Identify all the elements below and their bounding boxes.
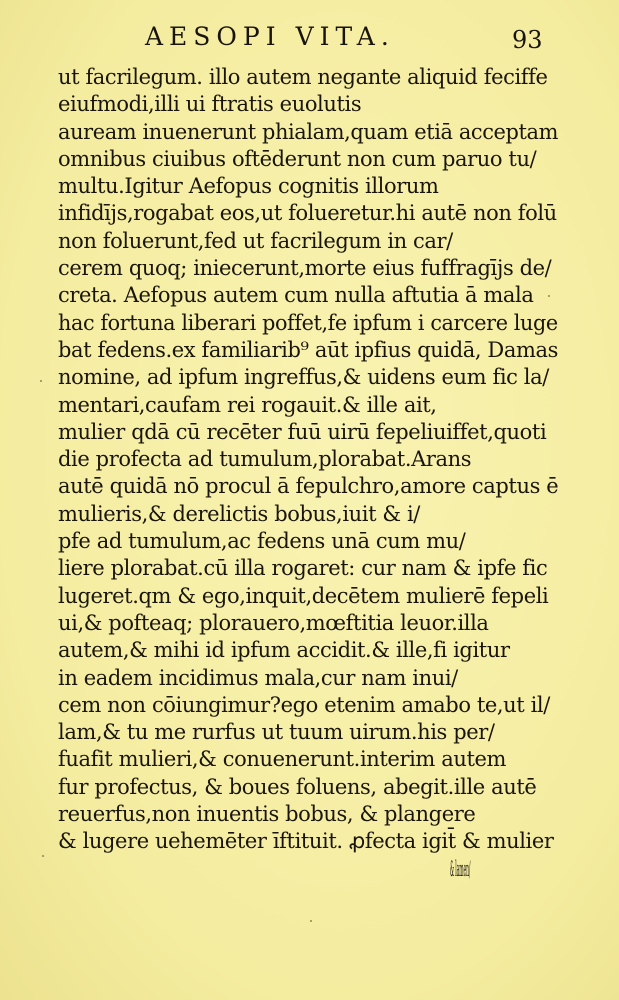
text-line: non foluerunt,fed ut facrilegum in car/ — [58, 228, 453, 253]
text-line: creta. Aefopus autem cum nulla aftutia ā mala — [58, 283, 534, 308]
text-line: pfe ad tumulum,ac fedens unā cum mu/ — [58, 529, 466, 554]
text-line: hac fortuna liberari poffet,fe ipfum i carcere luge — [58, 310, 558, 335]
text-line: ui,& pofteaq; plorauero,mœftitia leuor.illa — [58, 610, 489, 635]
text-line: liere plorabat.cū illa rogaret: cur nam & ipfe fic — [58, 556, 548, 581]
paper-speck — [40, 380, 42, 382]
paper-speck — [310, 920, 312, 922]
text-line: mentari,caufam rei rogauit.& ille ait, — [58, 392, 437, 417]
text-line: autem,& mihi id ipfum accidit.& ille,fi igitur — [58, 638, 510, 663]
running-title: AESOPI VITA. — [145, 22, 395, 51]
text-line: autē quidā nō procul ā fepulchro,amore captus ē — [58, 474, 559, 499]
paper-speck — [42, 855, 44, 857]
text-line: lam,& tu me rurfus ut tuum uirum.his per/ — [58, 720, 495, 745]
text-line: omnibus ciuibus oftēderunt non cum paruo tu/ — [58, 146, 537, 171]
text-line: bat fedens.ex familiarib⁹ aūt ipfius quidā, Damas — [58, 337, 558, 362]
text-line: auream inuenerunt phialam,quam etiā acceptam — [58, 119, 559, 144]
text-line: mulier qdā cū recēter fuū uirū fepeliuiffet,quoti — [58, 419, 547, 444]
text-line: nomine, ad ipfum ingreffus,& uidens eum fic la/ — [58, 365, 549, 390]
text-line: cem non cōiungimur?ego etenim amabo te,ut il/ — [58, 692, 550, 717]
catchword: & lamen/ — [450, 856, 471, 881]
text-line: eiufmodi,illi ui ftratis euolutis — [58, 92, 362, 117]
text-line: ut facrilegum. illo autem negante aliquid feciffe — [58, 65, 548, 89]
text-line: & lugere uehemēter īftituit. ꝓfecta igit̄ & mulier — [58, 829, 554, 854]
paper-speck — [548, 295, 550, 297]
text-line: in eadem incidimus mala,cur nam inui/ — [58, 665, 458, 690]
body-text — [58, 64, 558, 883]
text-line: fuafit mulieri,& conuenerunt.interim autem — [58, 747, 507, 772]
text-line: reuerfus,non inuentis bobus, & plangere — [58, 802, 476, 827]
text-line: infidījs,rogabat eos,ut folueretur.hi autē non folū — [58, 201, 557, 226]
text-line: cerem quoq; iniecerunt,morte eius fuffragījs de/ — [58, 256, 552, 281]
text-line: fur profectus, & boues foluens, abegit.ille autē — [58, 774, 537, 799]
text-line: mulieris,& derelictis bobus,iuit & i/ — [58, 501, 420, 526]
text-line: lugeret.qm & ego,inquit,decētem mulierē fepeli — [58, 583, 549, 608]
text-line: multu.Igitur Aefopus cognitis illorum — [58, 174, 439, 199]
page-number: 93 — [512, 26, 543, 54]
text-line: die profecta ad tumulum,plorabat.Arans — [58, 447, 472, 472]
